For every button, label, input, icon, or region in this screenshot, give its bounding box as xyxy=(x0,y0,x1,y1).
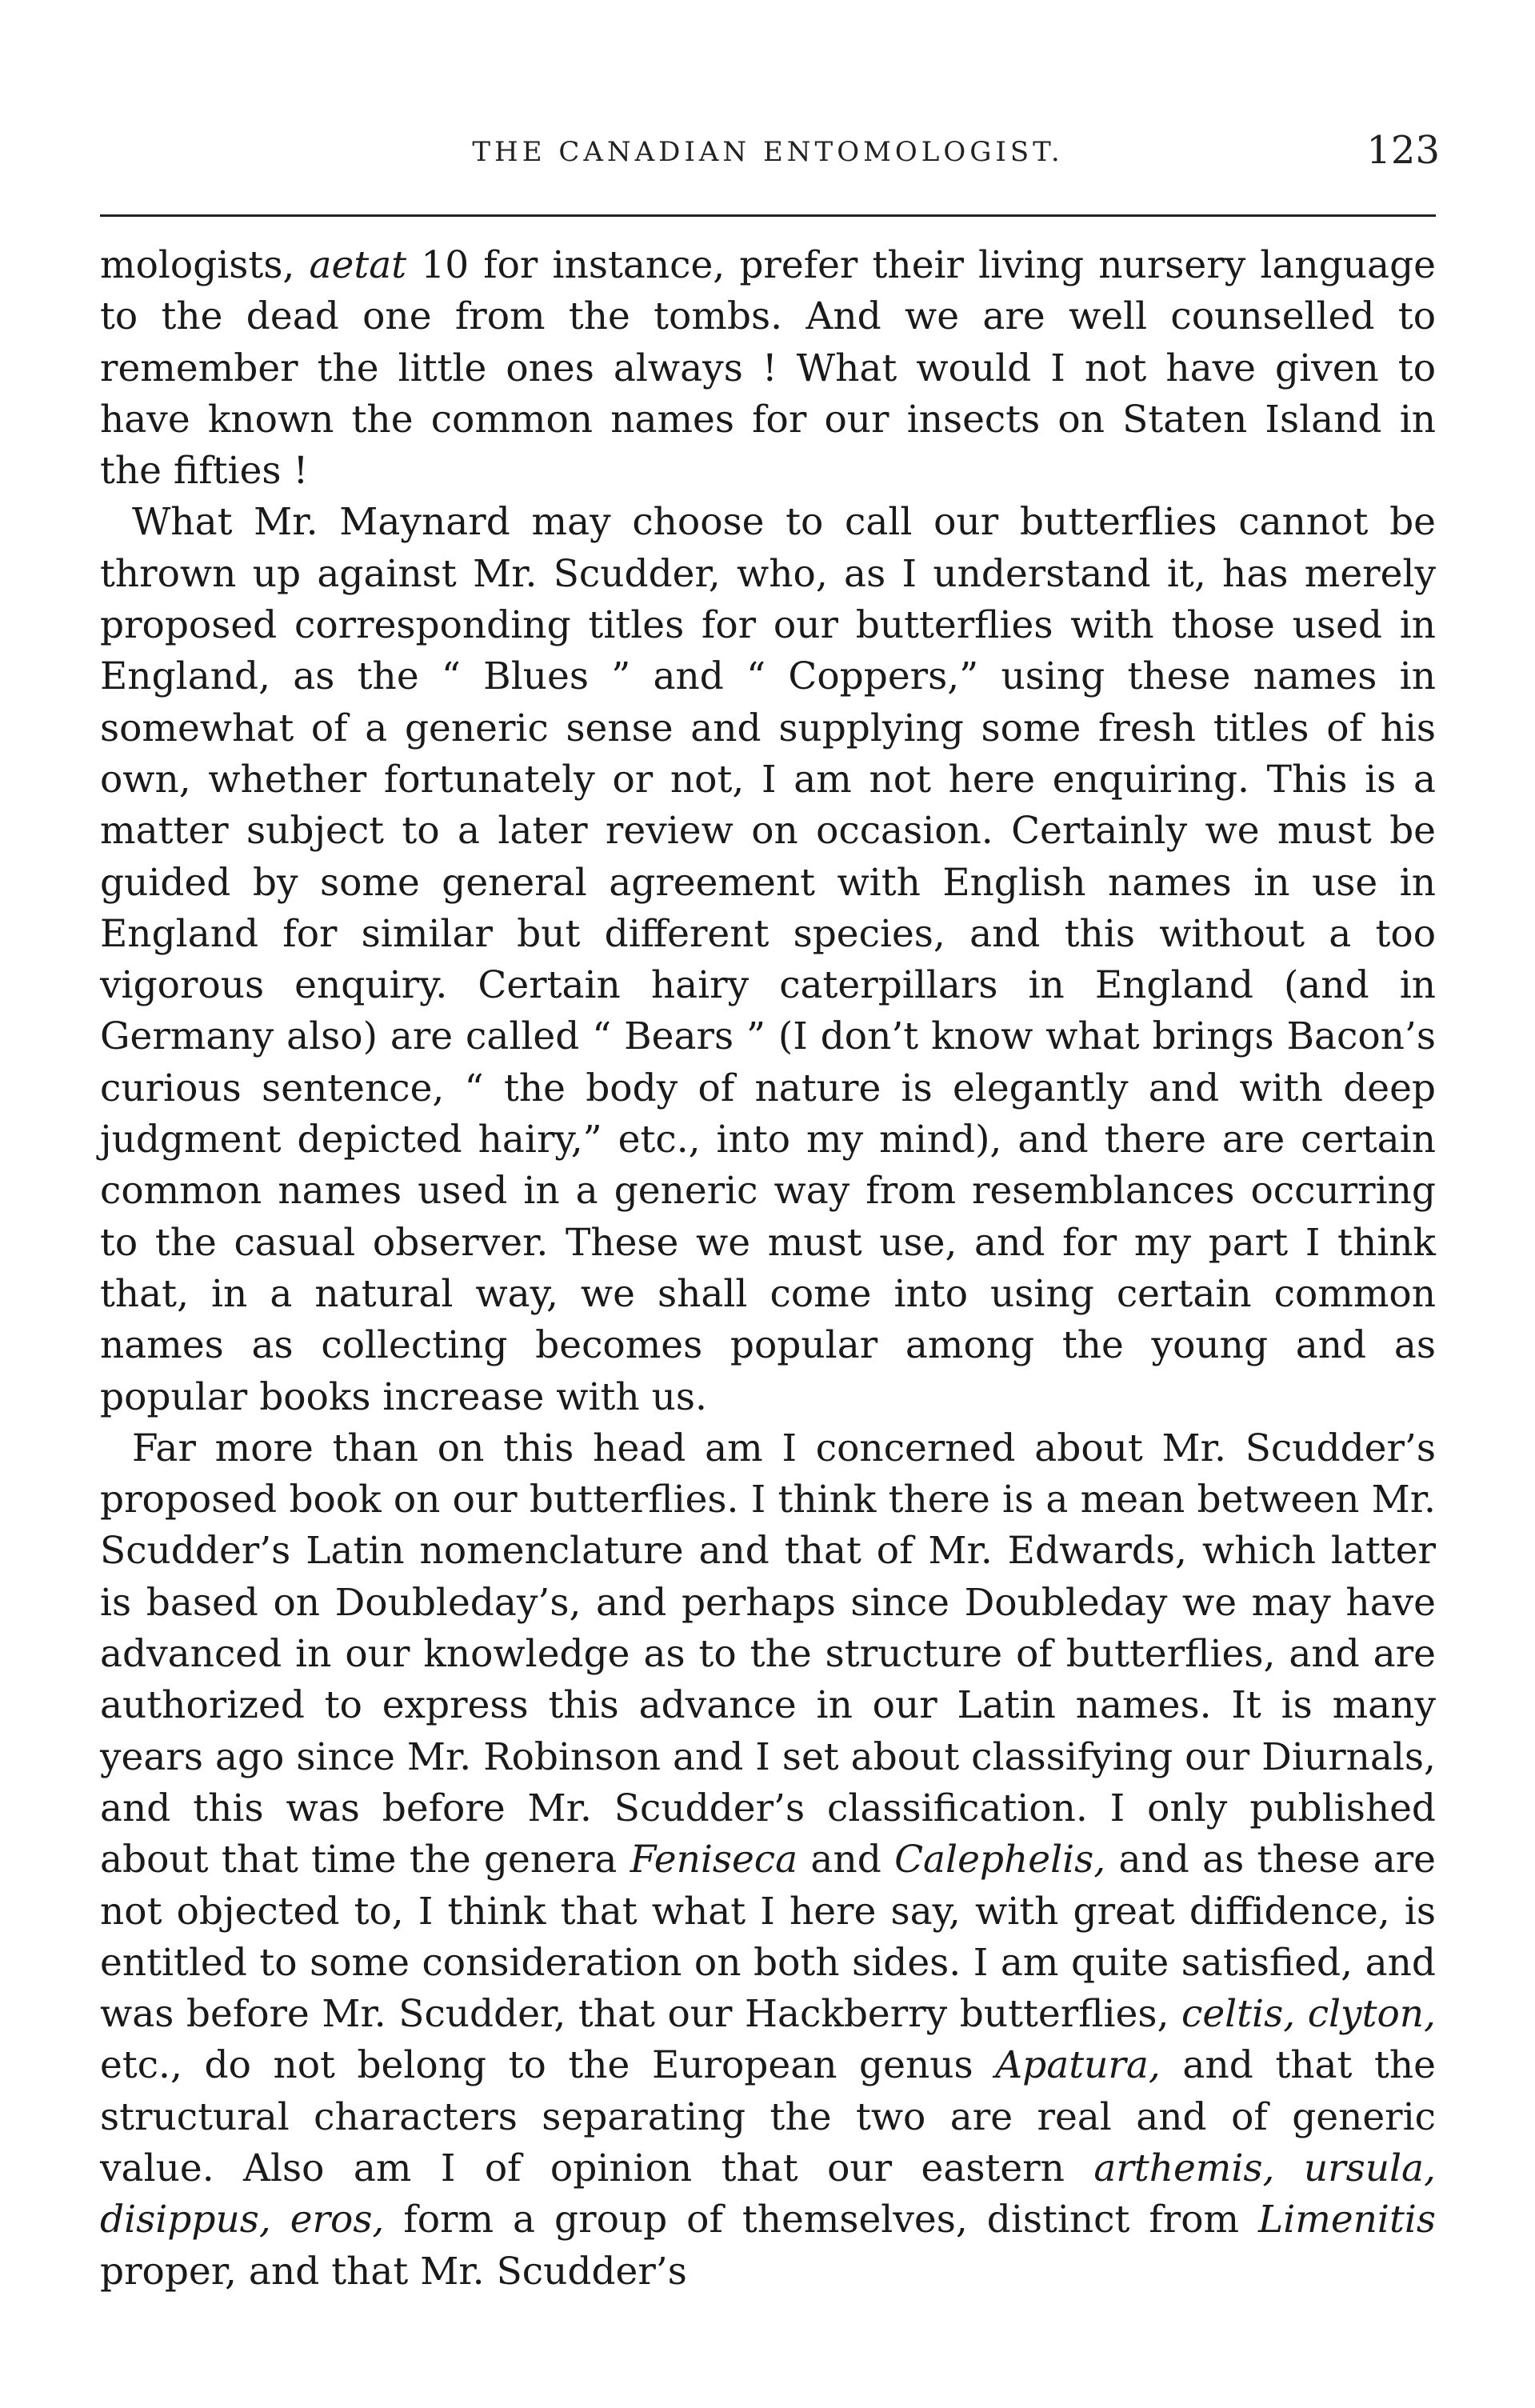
body-text xyxy=(100,240,1436,2298)
italic-text: Feniseca xyxy=(630,1838,798,1882)
italic-text: Calephelis, xyxy=(894,1838,1106,1882)
paragraph-text: and that the structural characters separating the two are real and of generic value. Also am I of opinion that our eastern xyxy=(100,2043,1436,2190)
paragraph-text: form a group of themselves, distinct from xyxy=(384,2198,1259,2242)
running-header xyxy=(96,128,1440,176)
italic-text: Limenitis xyxy=(1258,2198,1436,2242)
paragraph-text: proper, and that Mr. Scudder’s xyxy=(100,2249,687,2294)
paragraph-text: Far more than on this head am I concerned about Mr. Scudder’s proposed book on our butterflies. I think there is a mean between Mr. Scudder’s Latin nomenclature and that of Mr. Edwards, which latter is based on Doubleday’s, and perhaps since Doubleday we may have advanced in our knowledge as to the structure of butterflies, and are authorized to express this advance in our Latin names. It is many years ago since Mr. Robinson and I set about classifying our Diurnals, and this was before Mr. Scudder’s classification. I only published about that time the genera xyxy=(100,1426,1436,1882)
paragraph-text: and as these are not objected to, I think that what I here say, with great diffidence, is entitled to some consideration on both sides. I am quite satisfied, and was before Mr. Scudder, that our Hackberry butterflies, xyxy=(100,1838,1436,2037)
paragraph-text: etc., do not belong to the European genus xyxy=(100,2043,996,2088)
paragraph-text: What Mr. Maynard may choose to call our butterflies cannot be thrown up against Mr. Scudder, who, as I understand it, has merely proposed corresponding titles for our butterflies with those used in England, as the “ Blues ” and “ Coppers,” using these names in somewhat of a generic sense and supplying some fresh titles of his own, whether fortunately or not, I am not here enquiring. This is a matter subject to a later review on occasion. Certainly we must be guided by some general agreement with English names in use in England for similar but different species, and this without a too vigorous enquiry. Certain hairy caterpillars in England (and in Germany also) are called “ Bears ” (I don’t know what brings Bacon’s curious sentence, “ the body of nature is elegantly and with deep judgment depicted hairy,” etc., into my mind), and there are certain common names used in a generic way from resemblances occurring to the casual observer. These we must use, and for my part I think that, in a natural way, we shall come into using certain common names as collecting becomes popular among the young and as popular books increase with us. xyxy=(100,500,1436,1419)
page-number: 123 xyxy=(1366,128,1440,173)
paragraph xyxy=(100,240,1436,497)
paragraph xyxy=(100,1423,1436,2298)
italic-text: aetat xyxy=(309,243,407,287)
journal-title: THE CANADIAN ENTOMOLOGIST. xyxy=(472,136,1064,168)
paragraph xyxy=(100,497,1436,1422)
italic-text: celtis, clyton, xyxy=(1181,1992,1436,2037)
italic-text: Apatura, xyxy=(995,2043,1161,2088)
italic-text: arthemis, ursula, disippus, eros, xyxy=(100,2146,1436,2242)
paragraph-text: mologists, xyxy=(100,243,310,287)
paragraph-text: 10 for instance, prefer their living nursery language to the dead one from the tombs. And we are well counselled to remember the little ones always ! What would I not have given to have known the common names for our insects on Staten Island in the fifties ! xyxy=(100,243,1436,494)
paragraph-text: and xyxy=(797,1838,895,1882)
header-rule xyxy=(100,214,1436,217)
